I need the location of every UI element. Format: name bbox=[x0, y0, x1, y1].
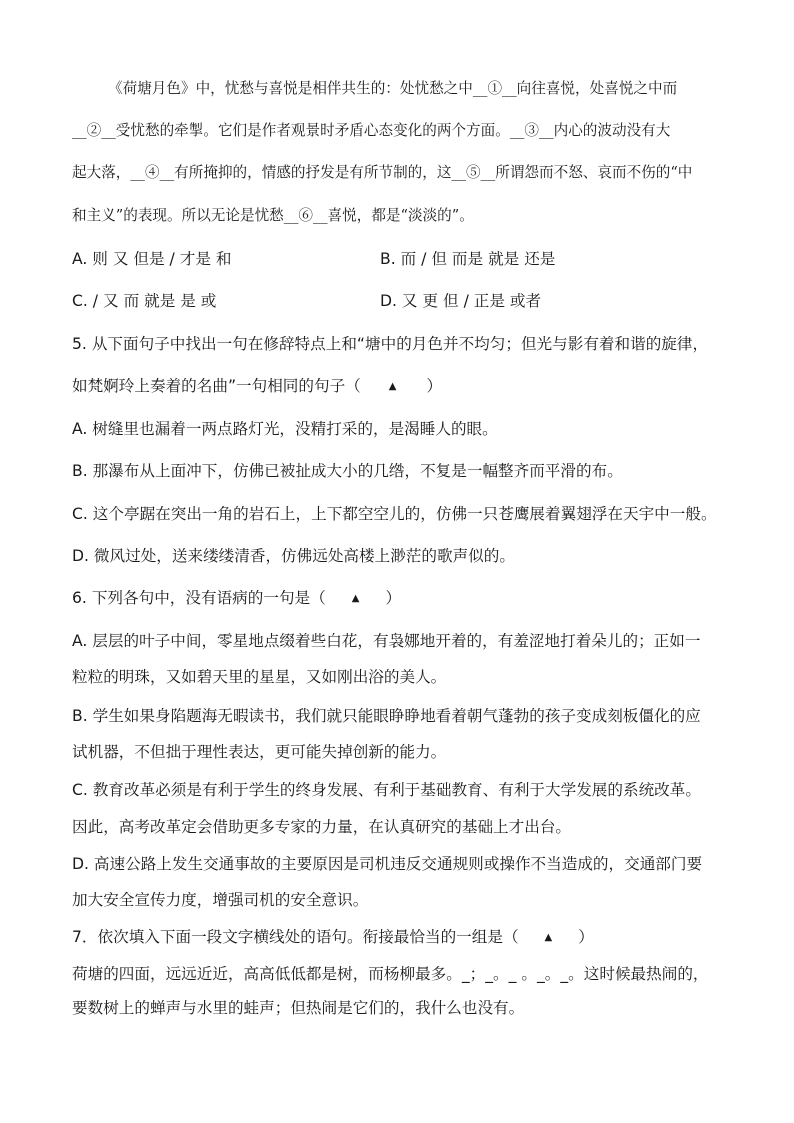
answer-marker-icon: ▲ bbox=[351, 593, 360, 604]
q6-option-a-line-2: 粒粒的明珠，又如碧天里的星星，又如刚出浴的美人。 bbox=[72, 668, 447, 686]
q6-option-a-line-1: A. 层层的叶子中间，零星地点缀着些白花，有袅娜地开着的，有羞涩地打着朵儿的；正如一 bbox=[72, 632, 701, 650]
passage-line-1: 《荷塘月色》中，忧愁与喜悦是相伴共生的：处忧愁之中__①__向往喜悦，处喜悦之中而 bbox=[108, 80, 678, 97]
answer-marker-icon: ▲ bbox=[544, 932, 553, 943]
q5-stem-text: 如梵婀玲上奏着的名曲”一句相同的句子（ bbox=[72, 377, 361, 395]
q7-text-line-1: 荷塘的四面，远远近近，高高低低都是树，而杨柳最多。_；_。_ 。_。_。这时候最热闹的， bbox=[72, 965, 709, 983]
q6-option-d-line-2: 加大安全宣传力度，增强司机的安全意识。 bbox=[72, 891, 369, 909]
q5-stem-close: ） bbox=[426, 377, 443, 395]
passage-line-2: __②__受忧愁的牵掣。它们是作者观景时矛盾心态变化的两个方面。__③__内心的波动没有大 bbox=[72, 122, 671, 139]
q5-stem-line-1: 5. 从下面句子中找出一句在修辞特点上和“塘中的月色并不均匀；但光与影有着和谐的旋律， bbox=[72, 335, 709, 353]
q4-option-c: C. / 又 而 就是 是 或 bbox=[72, 292, 217, 310]
q4-option-a: A. 则 又 但是 / 才是 和 bbox=[72, 250, 232, 268]
q7-text-line-2: 要数树上的蝉声与水里的蛙声；但热闹是它们的，我什么也没有。 bbox=[72, 999, 525, 1017]
q6-stem-text: 6. 下列各句中，没有语病的一句是（ bbox=[72, 589, 326, 607]
q5-option-a: A. 树缝里也漏着一两点路灯光，没精打采的，是渴睡人的眼。 bbox=[72, 420, 498, 438]
q5-option-b: B. 那瀑布从上面冲下，仿佛已被扯成大小的几绺，不复是一幅整齐而平滑的布。 bbox=[72, 462, 623, 480]
q4-option-b: B. 而 / 但 而是 就是 还是 bbox=[380, 250, 556, 268]
q7-stem bbox=[72, 927, 594, 950]
q6-option-c-line-1: C. 教育改革必须是有利于学生的终身发展、有利于基础教育、有利于大学发展的系统改革。 bbox=[72, 781, 701, 799]
q7-stem-close: ） bbox=[578, 928, 594, 946]
passage-line-3: 起大落，__④__有所掩抑的，情感的抒发是有所节制的，这__⑤__所谓怨而不怒、哀而不伤的“中 bbox=[72, 164, 693, 181]
q6-option-c-line-2: 因此，高考改革定会借助更多专家的力量，在认真研究的基础上才出台。 bbox=[72, 818, 572, 836]
q6-stem bbox=[72, 588, 401, 611]
q6-option-b-line-2: 试机器，不但拙于理性表达，更可能失掉创新的能力。 bbox=[72, 743, 447, 761]
answer-marker-icon: ▲ bbox=[388, 381, 397, 392]
q7-stem-text: 7．依次填入下面一段文字横线处的语句。衔接最恰当的一组是（ bbox=[72, 928, 519, 946]
q6-stem-close: ） bbox=[385, 589, 402, 607]
q5-option-c: C. 这个亭踞在突出一角的岩石上，上下都空空儿的，仿佛一只苍鹰展着翼翅浮在天宇中一般。 bbox=[72, 505, 717, 523]
q6-option-b-line-1: B. 学生如果身陷题海无暇读书，我们就只能眼睁睁地看着朝气蓬勃的孩子变成刻板僵化的应 bbox=[72, 707, 701, 725]
q5-option-d: D. 微风过处，送来缕缕清香，仿佛远处高楼上渺茫的歌声似的。 bbox=[72, 547, 515, 565]
q6-option-d-line-1: D. 高速公路上发生交通事故的主要原因是司机违反交通规则或操作不当造成的，交通部门要 bbox=[72, 855, 703, 873]
q5-stem-line-2 bbox=[72, 376, 442, 399]
passage-line-4: 和主义”的表现。所以无论是忧愁__⑥__喜悦，都是“淡淡的”。 bbox=[72, 207, 474, 224]
q4-option-d: D. 又 更 但 / 正是 或者 bbox=[380, 292, 542, 310]
